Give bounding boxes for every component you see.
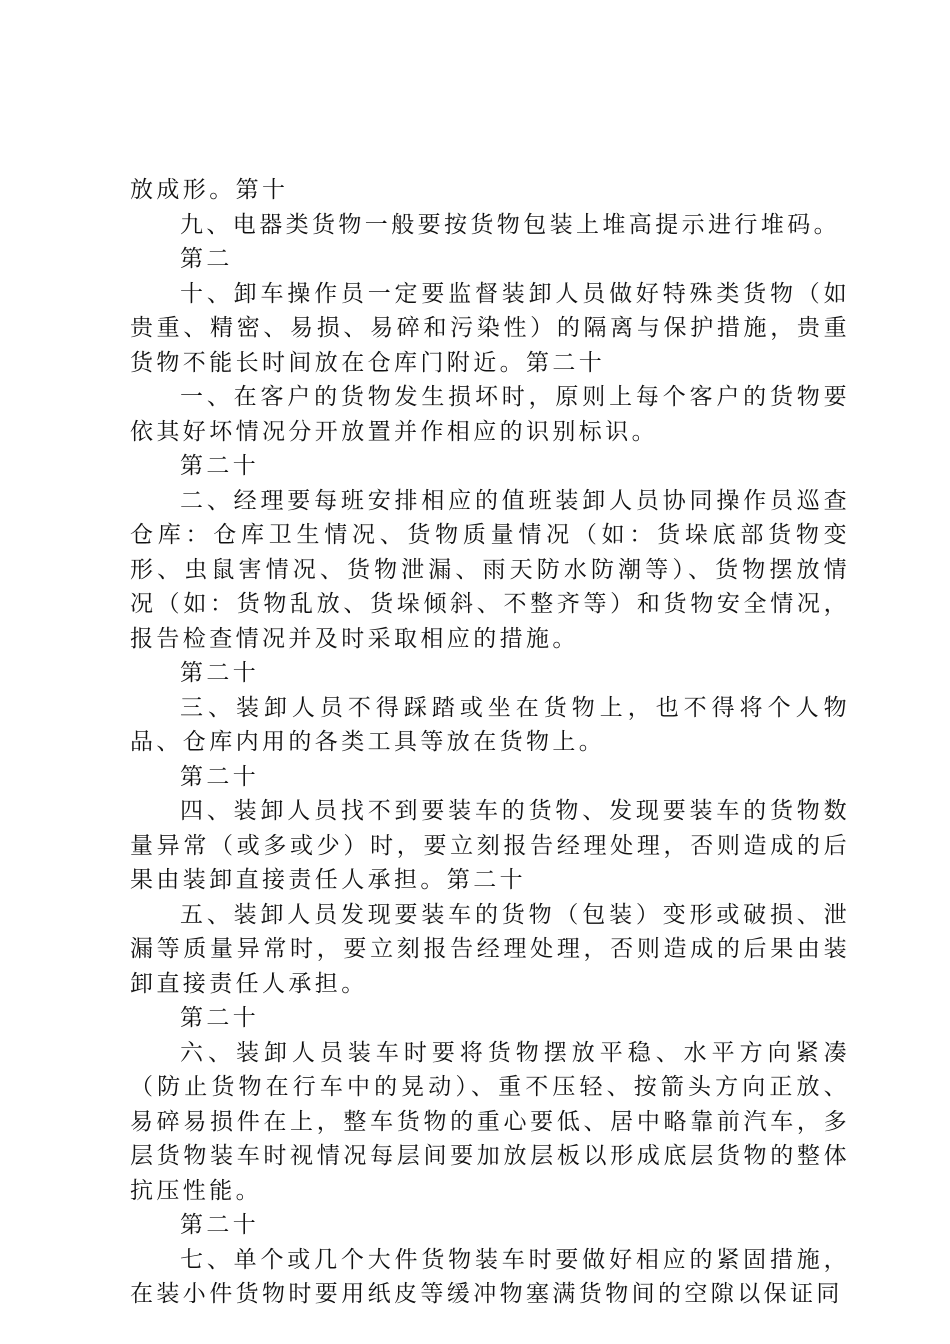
paragraph-11: 五、装卸人员发现要装车的货物（包装）变形或破损、泄漏等质量异常时，要立刻报告经理处理，否则造成的后果由装卸直接责任人承担。 xyxy=(130,901,850,997)
paragraph-14: 第二十 xyxy=(180,1212,260,1238)
paragraph-13: 六、装卸人员装车时要将货物摆放平稳、水平方向紧凑（防止货物在行车中的晃动）、重不压轻、按箭头方向正放、易碎易损件在上，整车货物的重心要低、居中略靠前汽车，多层货物装车时视情况每层间要加放层板以形成底层货物的整体抗压性能。 xyxy=(130,1039,850,1204)
paragraph-8: 三、装卸人员不得踩踏或坐在货物上，也不得将个人物品、仓库内用的各类工具等放在货物上。 xyxy=(130,694,850,755)
paragraph-3: 十、卸车操作员一定要监督装卸人员做好特殊类货物（如贵重、精密、易损、易碎和污染性）的隔离与保护措施，贵重货物不能长时间放在仓库门附近。第二十 xyxy=(130,280,850,376)
paragraph-0: 放成形。第十 xyxy=(130,177,289,203)
paragraph-15: 七、单个或几个大件货物装车时要做好相应的紧固措施，在装小件货物时要用纸皮等缓冲物塞满货物间的空隙以保证同 xyxy=(130,1246,850,1307)
paragraph-7: 第二十 xyxy=(180,660,260,686)
paragraph-5: 第二十 xyxy=(180,453,260,479)
document-body xyxy=(130,173,850,1312)
paragraph-9: 第二十 xyxy=(180,763,260,790)
paragraph-2: 第二 xyxy=(180,246,233,272)
paragraph-10: 四、装卸人员找不到要装车的货物、发现要装车的货物数量异常（或多或少）时，要立刻报告经理处理，否则造成的后果由装卸直接责任人承担。第二十 xyxy=(130,798,850,893)
paragraph-1: 九、电器类货物一般要按货物包装上堆高提示进行堆码。 xyxy=(180,211,840,238)
paragraph-12: 第二十 xyxy=(180,1005,260,1031)
paragraph-4: 一、在客户的货物发生损坏时，原则上每个客户的货物要依其好坏情况分开放置并作相应的识别标识。 xyxy=(130,384,850,445)
paragraph-6: 二、经理要每班安排相应的值班装卸人员协同操作员巡查仓库：仓库卫生情况、货物质量情况（如：货垛底部货物变形、虫鼠害情况、货物泄漏、雨天防水防潮等）、货物摆放情况（如：货物乱放、货垛倾斜、不整齐等）和货物安全情况，报告检查情况并及时采取相应的措施。 xyxy=(130,487,850,652)
